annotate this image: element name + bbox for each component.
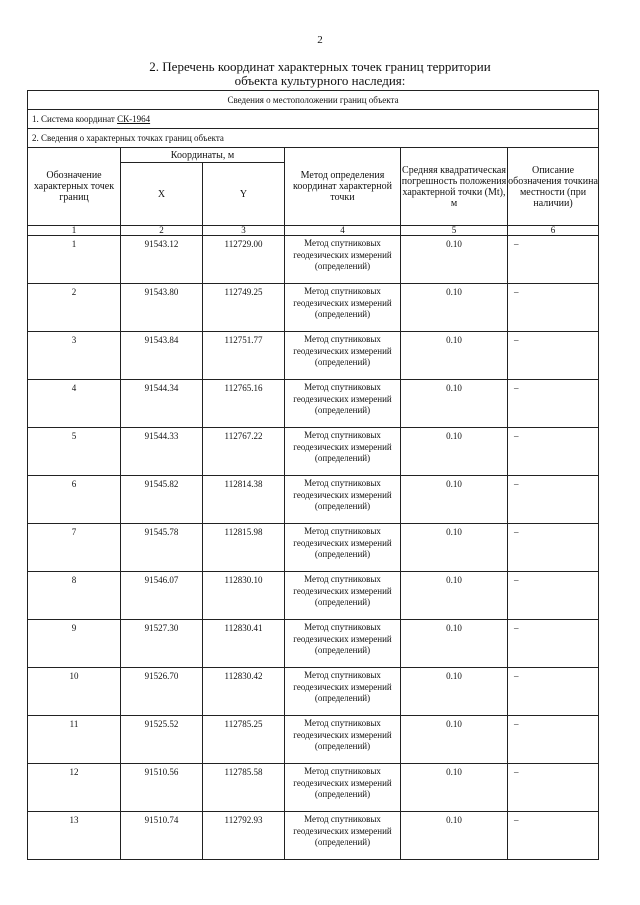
header-method: Метод определения координат характерной точки <box>285 148 401 226</box>
cell-description: – <box>508 668 599 716</box>
table-row <box>28 332 599 380</box>
cell-method: Метод спутниковых геодезических измерений (определений) <box>285 716 401 764</box>
cell-x: 91526.70 <box>121 668 203 716</box>
cell-method: Метод спутниковых геодезических измерений (определений) <box>285 380 401 428</box>
cell-x: 91510.56 <box>121 764 203 812</box>
coord-system-value: СК-1964 <box>117 113 151 124</box>
table-row <box>28 716 599 764</box>
cell-description: – <box>508 764 599 812</box>
cell-accuracy: 0.10 <box>401 524 508 572</box>
title-line-2: объекта культурного наследия: <box>234 73 406 88</box>
header-accuracy: Средняя квадратическая погрешность положения характерной точки (Mt), м <box>401 148 508 226</box>
cell-point: 13 <box>28 812 121 860</box>
cell-x: 91525.52 <box>121 716 203 764</box>
cell-accuracy: 0.10 <box>401 716 508 764</box>
cell-point: 7 <box>28 524 121 572</box>
cell-x: 91545.82 <box>121 476 203 524</box>
cell-point: 4 <box>28 380 121 428</box>
cell-method: Метод спутниковых геодезических измерений (определений) <box>285 428 401 476</box>
header-y: Y <box>203 163 285 226</box>
coord-system-row <box>28 110 599 129</box>
cell-y: 112785.58 <box>203 764 285 812</box>
cell-description: – <box>508 716 599 764</box>
cell-method: Метод спутниковых геодезических измерений (определений) <box>285 812 401 860</box>
cell-point: 6 <box>28 476 121 524</box>
cell-accuracy: 0.10 <box>401 812 508 860</box>
cell-accuracy: 0.10 <box>401 332 508 380</box>
cell-method: Метод спутниковых геодезических измерений (определений) <box>285 620 401 668</box>
cell-description: – <box>508 236 599 284</box>
cell-method: Метод спутниковых геодезических измерений (определений) <box>285 524 401 572</box>
banner-cell: Сведения о местоположении границ объекта <box>28 91 599 110</box>
points-heading-row <box>28 129 599 148</box>
cell-x: 91545.78 <box>121 524 203 572</box>
cell-point: 1 <box>28 236 121 284</box>
header-row-1 <box>28 148 599 163</box>
cell-y: 112830.42 <box>203 668 285 716</box>
page-number: 2 <box>317 34 323 46</box>
cell-point: 12 <box>28 764 121 812</box>
coord-system-label: 1. Система координат <box>32 113 118 124</box>
cell-description: – <box>508 812 599 860</box>
cell-accuracy: 0.10 <box>401 284 508 332</box>
cell-description: – <box>508 476 599 524</box>
cell-accuracy: 0.10 <box>401 668 508 716</box>
cell-accuracy: 0.10 <box>401 572 508 620</box>
table-row <box>28 668 599 716</box>
cell-method: Метод спутниковых геодезических измерений (определений) <box>285 572 401 620</box>
column-number-cell: 2 <box>121 226 203 236</box>
table-row <box>28 284 599 332</box>
table-row <box>28 428 599 476</box>
cell-accuracy: 0.10 <box>401 476 508 524</box>
cell-method: Метод спутниковых геодезических измерений (определений) <box>285 668 401 716</box>
cell-point: 5 <box>28 428 121 476</box>
cell-description: – <box>508 332 599 380</box>
cell-point: 8 <box>28 572 121 620</box>
cell-y: 112751.77 <box>203 332 285 380</box>
column-number-cell: 3 <box>203 226 285 236</box>
table-row <box>28 236 599 284</box>
cell-y: 112814.38 <box>203 476 285 524</box>
cell-accuracy: 0.10 <box>401 380 508 428</box>
cell-x: 91543.84 <box>121 332 203 380</box>
cell-x: 91544.34 <box>121 380 203 428</box>
cell-accuracy: 0.10 <box>401 764 508 812</box>
cell-point: 9 <box>28 620 121 668</box>
cell-x: 91510.74 <box>121 812 203 860</box>
cell-point: 2 <box>28 284 121 332</box>
cell-description: – <box>508 284 599 332</box>
cell-y: 112785.25 <box>203 716 285 764</box>
cell-method: Метод спутниковых геодезических измерений (определений) <box>285 764 401 812</box>
cell-y: 112767.22 <box>203 428 285 476</box>
table-row <box>28 524 599 572</box>
cell-y: 112830.10 <box>203 572 285 620</box>
document-title <box>0 60 640 88</box>
cell-description: – <box>508 524 599 572</box>
table-row <box>28 380 599 428</box>
header-point-designation: Обозначение характерных точек границ <box>28 148 121 226</box>
header-description: Описание обозначения точкина местности (при наличии) <box>508 148 599 226</box>
cell-point: 11 <box>28 716 121 764</box>
coord-system-cell <box>28 110 599 129</box>
column-number-cell: 5 <box>401 226 508 236</box>
cell-method: Метод спутниковых геодезических измерений (определений) <box>285 284 401 332</box>
cell-description: – <box>508 620 599 668</box>
cell-x: 91544.33 <box>121 428 203 476</box>
cell-y: 112815.98 <box>203 524 285 572</box>
cell-y: 112792.93 <box>203 812 285 860</box>
cell-description: – <box>508 428 599 476</box>
cell-y: 112729.00 <box>203 236 285 284</box>
cell-x: 91543.80 <box>121 284 203 332</box>
table-row <box>28 812 599 860</box>
cell-method: Метод спутниковых геодезических измерений (определений) <box>285 236 401 284</box>
cell-accuracy: 0.10 <box>401 428 508 476</box>
cell-x: 91527.30 <box>121 620 203 668</box>
header-coordinates: Координаты, м <box>121 148 285 163</box>
column-number-cell: 6 <box>508 226 599 236</box>
cell-method: Метод спутниковых геодезических измерений (определений) <box>285 476 401 524</box>
cell-description: – <box>508 380 599 428</box>
column-number-row <box>28 226 599 236</box>
cell-point: 10 <box>28 668 121 716</box>
table-row <box>28 572 599 620</box>
cell-description: – <box>508 572 599 620</box>
column-number-cell: 4 <box>285 226 401 236</box>
cell-x: 91543.12 <box>121 236 203 284</box>
table-row <box>28 476 599 524</box>
cell-point: 3 <box>28 332 121 380</box>
cell-y: 112830.41 <box>203 620 285 668</box>
title-line-1: 2. Перечень координат характерных точек границ территории <box>149 59 491 74</box>
coordinates-table <box>27 90 599 860</box>
cell-method: Метод спутниковых геодезических измерений (определений) <box>285 332 401 380</box>
cell-x: 91546.07 <box>121 572 203 620</box>
cell-accuracy: 0.10 <box>401 620 508 668</box>
points-heading-cell: 2. Сведения о характерных точках границ объекта <box>28 129 599 148</box>
cell-accuracy: 0.10 <box>401 236 508 284</box>
column-number-cell: 1 <box>28 226 121 236</box>
cell-y: 112765.16 <box>203 380 285 428</box>
cell-y: 112749.25 <box>203 284 285 332</box>
table-row <box>28 764 599 812</box>
table-row <box>28 620 599 668</box>
header-x: X <box>121 163 203 226</box>
banner-row <box>28 91 599 110</box>
